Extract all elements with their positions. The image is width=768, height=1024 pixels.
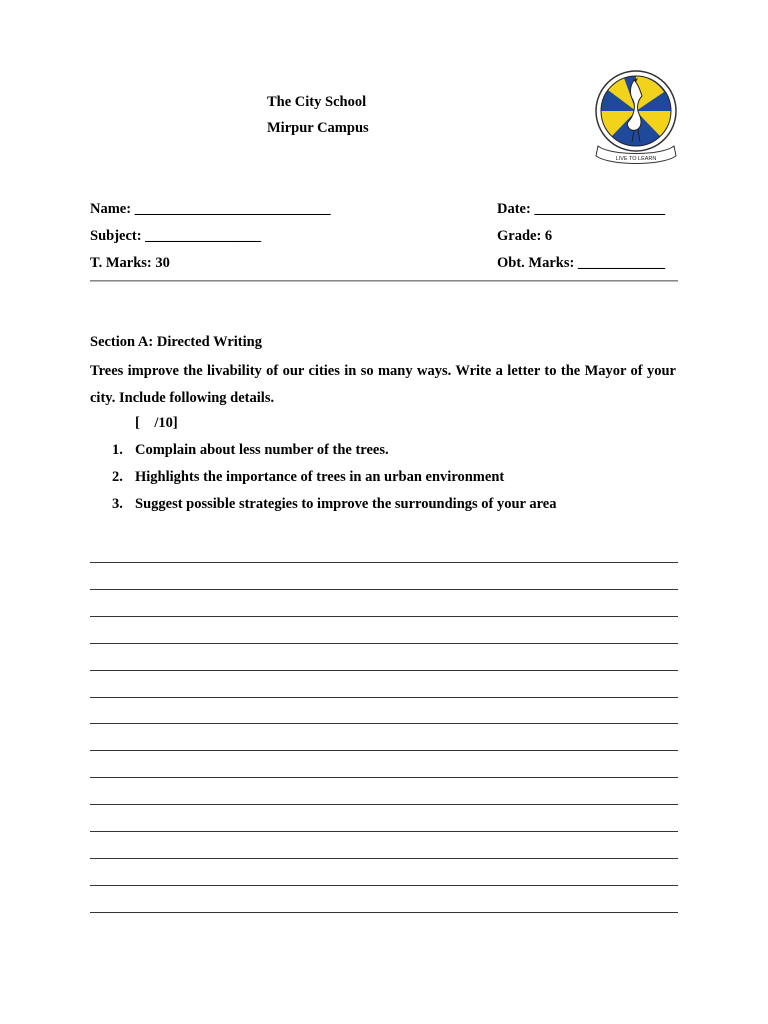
answer-line[interactable] xyxy=(90,804,678,805)
school-name: The City School xyxy=(267,94,367,110)
list-item-number: 1. xyxy=(112,442,123,458)
answer-line[interactable] xyxy=(90,777,678,778)
answer-line[interactable] xyxy=(90,697,678,698)
answer-line[interactable] xyxy=(90,723,678,724)
answer-line[interactable] xyxy=(90,616,678,617)
list-item xyxy=(112,469,504,486)
question-prompt: Trees improve the livability of our cities in so many ways. Write a letter to the Mayor of your city. Include following details. xyxy=(90,363,676,406)
campus-name: Mirpur Campus xyxy=(267,120,369,136)
marks-box: [ /10] xyxy=(135,415,178,431)
answer-line[interactable] xyxy=(90,912,678,913)
answer-line[interactable] xyxy=(90,858,678,859)
school-logo xyxy=(590,66,682,168)
answer-line[interactable] xyxy=(90,670,678,671)
list-item-text: Suggest possible strategies to improve the surroundings of your area xyxy=(135,496,557,512)
answer-line[interactable] xyxy=(90,885,678,886)
answer-line[interactable] xyxy=(90,643,678,644)
answer-line[interactable] xyxy=(90,589,678,590)
total-marks: T. Marks: 30 xyxy=(90,255,170,271)
section-title: Section A: Directed Writing xyxy=(90,334,262,350)
date-field: Date: __________________ xyxy=(497,201,665,217)
answer-line[interactable] xyxy=(90,562,678,563)
grade: Grade: 6 xyxy=(497,228,553,244)
header-divider xyxy=(90,280,678,282)
list-item-number: 2. xyxy=(112,469,123,485)
logo-motto: LIVE TO LEARN xyxy=(615,156,657,162)
answer-line[interactable] xyxy=(90,831,678,832)
answer-line[interactable] xyxy=(90,750,678,751)
list-item-text: Highlights the importance of trees in an urban environment xyxy=(135,469,505,485)
subject-field: Subject: ________________ xyxy=(90,228,262,244)
list-item xyxy=(112,442,389,459)
list-item xyxy=(112,496,556,513)
list-item-number: 3. xyxy=(112,496,123,512)
school-crest-icon xyxy=(596,71,676,151)
list-item-text: Complain about less number of the trees. xyxy=(135,442,389,458)
name-field: Name: ___________________________ xyxy=(90,201,331,217)
obtained-marks-field: Obt. Marks: ____________ xyxy=(497,255,665,271)
